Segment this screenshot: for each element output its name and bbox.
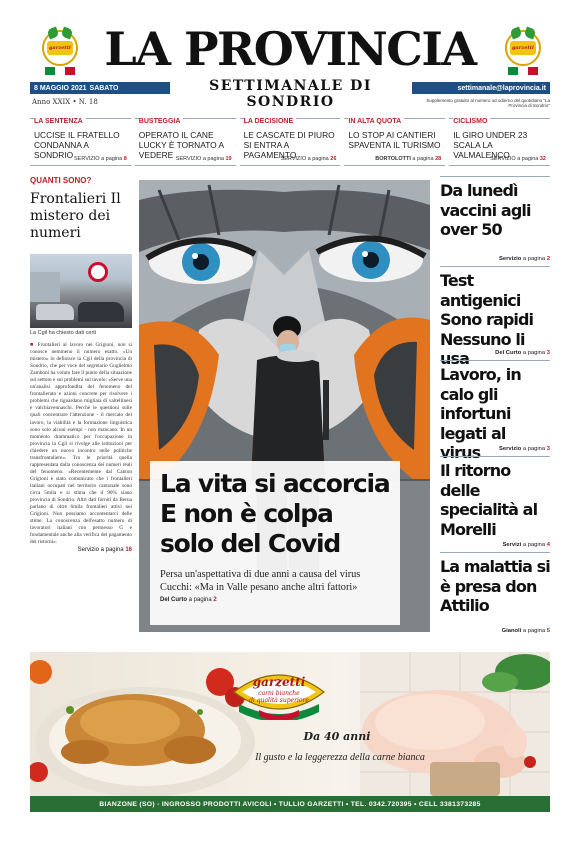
- right-story-ref: Gianoli a pagina 5: [501, 628, 550, 634]
- teaser-ref: SERVIZIO a pagina 19: [175, 156, 232, 162]
- ad-brand: garzetti: [252, 675, 306, 689]
- badge-circle: [505, 30, 541, 66]
- teaser-kicker: LA DECISIONE: [244, 118, 297, 125]
- lead-deck: Persa un'aspettativa di due anni a causa del virus Cucchi: «Ma in Valle pesano anche altri fattori»: [160, 569, 361, 593]
- photo-caption: La Cgil ha chiesto dati certi: [30, 330, 97, 336]
- right-column: [440, 176, 550, 642]
- lead-ref: Del Curto a pagina 2: [160, 597, 217, 603]
- teaser-ref: BORTOLOTTI a pagina 28: [375, 156, 442, 162]
- story-ref: Servizio a pagina 16: [77, 547, 132, 554]
- garzetti-badge-left[interactable]: [42, 30, 78, 76]
- car-shape: [36, 304, 74, 320]
- ad-brand-line1: carni bianche: [258, 690, 300, 697]
- leaf-icon: [61, 27, 74, 40]
- teaser-ref: SERVIZIO a pagina 26: [280, 156, 337, 162]
- teaser-headline[interactable]: LO STOP AI CANTIERI SPAVENTA IL TURISMO: [348, 130, 441, 150]
- leaf-icon: [524, 27, 537, 40]
- right-story[interactable]: [440, 456, 550, 552]
- story-kicker: QUANTI SONO?: [30, 176, 92, 185]
- ad-tagline-years: Da 40 anni: [303, 730, 371, 743]
- page-number: 2: [213, 597, 217, 603]
- tricolor-ribbon-icon: [45, 67, 75, 75]
- teaser-headline[interactable]: OPERATO IL CANE LUCKY È TORNATO A VEDERE: [138, 130, 224, 160]
- teaser-box[interactable]: [344, 118, 445, 166]
- page-number: 8: [123, 156, 127, 162]
- teaser-headline[interactable]: LE CASCATE DI PIURO SI ENTRA A PAGAMENTO: [243, 130, 335, 160]
- building-shape: [30, 272, 60, 302]
- issue-date: 8 MAGGIO 2021: [34, 84, 87, 92]
- teaser-box[interactable]: [135, 118, 236, 166]
- page-number: 3: [546, 350, 550, 356]
- page-number: 3: [546, 446, 550, 452]
- issue-number: Anno XXIX • N. 18: [32, 98, 98, 106]
- ad-tagline: Il gusto e la leggerezza della carne bianca: [255, 752, 425, 763]
- teaser-box[interactable]: [240, 118, 341, 166]
- right-story[interactable]: [440, 552, 550, 638]
- car-shape: [78, 302, 124, 322]
- supplement-note: Supplemento gratuito al numero od odierno del quotidiano "La Provincia di Sondrio": [426, 98, 550, 108]
- left-column-story: [30, 176, 132, 642]
- page-number: 28: [435, 156, 442, 162]
- masthead: [0, 0, 580, 112]
- right-story[interactable]: [440, 266, 550, 368]
- garzetti-logo-icon[interactable]: [224, 664, 334, 720]
- ad-brand-line2: di qualità superiore: [249, 697, 309, 704]
- right-story-headline[interactable]: Il ritorno delle specialità al Morelli: [440, 461, 538, 539]
- right-story-ref: Servizi a pagina 4: [502, 542, 550, 548]
- page-number: 5: [546, 628, 550, 634]
- right-story-ref: Del Curto a pagina 3: [495, 350, 550, 356]
- lead-story-box[interactable]: [150, 461, 400, 625]
- newspaper-subtitle: SETTIMANALE DI SONDRIO: [209, 78, 372, 110]
- teaser-kicker: CICLISMO: [453, 118, 490, 125]
- page-number: 16: [125, 547, 132, 554]
- page-number: 32: [539, 156, 546, 162]
- date-bar: [30, 82, 170, 94]
- top-teasers: [30, 118, 550, 166]
- badge-circle: [42, 30, 78, 66]
- story-headline[interactable]: Frontalieri Il mistero dei numeri: [30, 191, 121, 241]
- email-bar[interactable]: [412, 82, 550, 94]
- teaser-kicker: IN ALTA QUOTA: [348, 118, 404, 125]
- teaser-headline[interactable]: IL GIRO UNDER 23 SCALA LA VALMALENCO: [453, 130, 528, 160]
- page-number: 19: [225, 156, 232, 162]
- lead-headline[interactable]: La vita si accorcia E non è colpa solo del Covid: [160, 469, 390, 558]
- bullet-square-icon: ■: [30, 342, 38, 348]
- page-number: 2: [546, 256, 550, 262]
- contact-email[interactable]: settimanale@laprovincia.it: [457, 84, 546, 92]
- teaser-box[interactable]: [30, 118, 131, 166]
- right-story-ref: Servizio a pagina 2: [499, 256, 550, 262]
- teaser-ref: SERVIZIO a pagina 8: [74, 156, 127, 162]
- teaser-box[interactable]: [449, 118, 550, 166]
- right-story-headline[interactable]: Lavoro, in calo gli infortuni legati al virus: [440, 365, 521, 462]
- road-sign-icon: [88, 262, 108, 282]
- page-number: 4: [546, 542, 550, 548]
- right-story-ref: Servizio a pagina 3: [499, 446, 550, 452]
- teaser-kicker: LA SENTENZA: [34, 118, 86, 125]
- ad-contact-footer[interactable]: BIANZONE (SO) - INGROSSO PRODOTTI AVICOLI • TULLIO GARZETTI • TEL. 0342.720395 • CELL 3381373285: [30, 796, 550, 812]
- teaser-kicker: BUSTEGGIA: [139, 118, 184, 125]
- story-body: ■ Frontalieri al lavoro nei Grigioni, non si conosce nemmeno il numero esatto. «Un mistero» lo definisce la Cgil della provincia di Sondrio, che per voce del segretario Guglielmo Zamboni ha voluto fare il punto della situazione sul settore e sui problemi sul tavolo: «Serve una un'analisi approfondita del fenomeno del frontalierato e azioni concrete per risolvere i problemi che riguardano migliaia di valtellinesi e valchiavennaschi. Perché le questioni sulle quali concentrare l'attenzione - il mercato del lavoro, la viabilità e la formazione linguistica sono solo alcuni esempi - non mancano. In un momento drammatico per l'occupazione in provincia la Cgil si rivolge alle istituzioni per chiedere un nuovo incontro nelle politiche transfrontaliere». Tra le priorità quella rappresentata dalla conoscenza dei numeri reali del fenomeno. «Recentemente dal Canton Grigioni è stato comunicato che i frontalieri italiani occupati nel territorio cantonale sono circa 5mila e si stima che il 90% siano provincia di Sondrio. Altri dati forniti da Berna parlano di oltre 6mila frontalieri attivi nei Grigioni. Non possiamo accontentarci delle stime. La conoscenza dell'esatto numero di lavoratori italiani con permesso G e fondamentale anche alla verifica del pagamento dei ristorni».: [30, 342, 132, 546]
- tricolor-ribbon-icon: [508, 67, 538, 75]
- badge-label: garzetti: [47, 41, 73, 55]
- leaf-icon: [510, 27, 523, 40]
- teaser-ref: SERVIZIO a pagina 32: [490, 156, 546, 162]
- leaf-icon: [47, 27, 60, 40]
- right-story-headline[interactable]: Da lunedì vaccini agli over 50: [440, 181, 531, 239]
- right-story-headline[interactable]: La malattia si è presa don Attilio: [440, 557, 550, 615]
- story-photo[interactable]: [30, 254, 132, 328]
- right-story[interactable]: [440, 360, 550, 462]
- newspaper-title[interactable]: LA PROVINCIA: [104, 22, 476, 76]
- right-story[interactable]: [440, 176, 550, 266]
- issue-day: SABATO: [89, 84, 119, 92]
- teaser-headline[interactable]: UCCISE IL FRATELLO CONDANNA A SONDRIO: [34, 130, 120, 160]
- badge-label: garzetti: [510, 41, 536, 55]
- page-number: 26: [330, 156, 337, 162]
- right-story-headline[interactable]: Test antigenici Sono rapidi Nessuno li usa: [440, 271, 534, 368]
- garzetti-badge-right[interactable]: [505, 30, 541, 76]
